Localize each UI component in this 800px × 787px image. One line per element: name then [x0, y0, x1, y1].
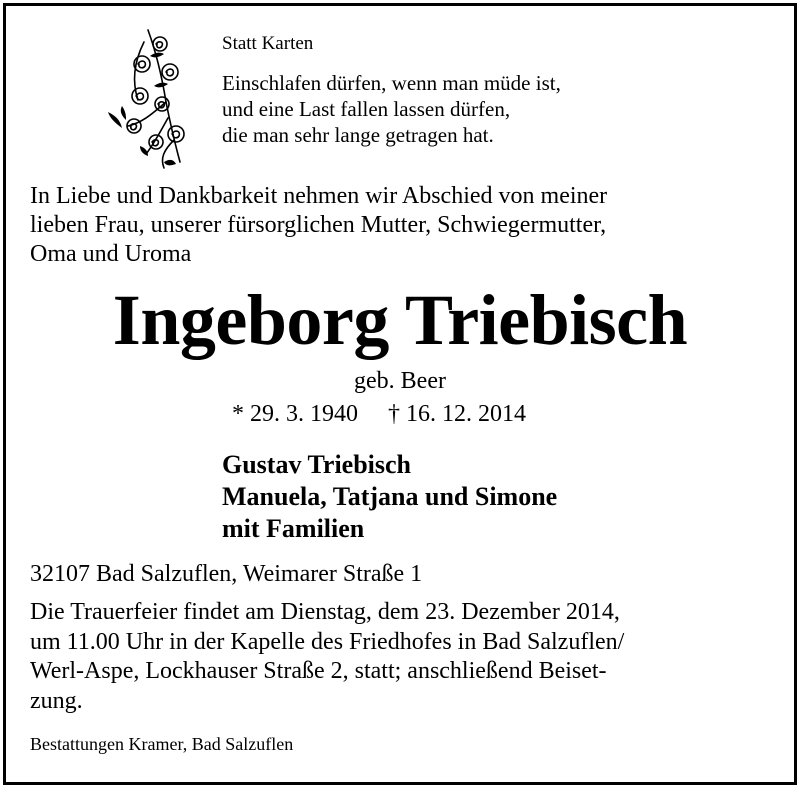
poem-line: und eine Last fallen lassen dürfen, [222, 97, 511, 121]
family-line: Gustav Triebisch [222, 450, 412, 479]
tribute-line: lieben Frau, unserer fürsorglichen Mutter, Schwiegermutter, [30, 212, 607, 238]
maiden-name: geb. Beer [354, 368, 446, 394]
undertaker: Bestattungen Kramer, Bad Salzuflen [30, 734, 294, 754]
poem-line: die man sehr lange getragen hat. [222, 123, 494, 147]
address: 32107 Bad Salzuflen, Weimarer Straße 1 [30, 561, 423, 587]
funeral-line: um 11.00 Uhr in der Kapelle des Friedhofes in Bad Salzuflen/ [30, 628, 625, 655]
family-line: mit Familien [222, 514, 365, 543]
tribute-line: Oma und Uroma [30, 241, 192, 267]
funeral-details [30, 598, 624, 716]
rose-branch-icon [104, 22, 200, 172]
deceased-name: Ingeborg Triebisch [112, 280, 688, 360]
tribute-text [30, 182, 607, 269]
funeral-line: Werl-Aspe, Lockhauser Straße 2, statt; anschließend Beiset- [30, 658, 607, 684]
poem [222, 70, 561, 148]
poem-line: Einschlafen dürfen, wenn man müde ist, [222, 71, 561, 95]
life-dates [232, 400, 526, 428]
funeral-line: Die Trauerfeier findet am Dienstag, dem 23. Dezember 2014, [30, 599, 620, 625]
intro-line: Statt Karten [222, 33, 314, 54]
family-line: Manuela, Tatjana und Simone [222, 482, 558, 511]
family-signatures [222, 449, 557, 545]
death-date: † 16. 12. 2014 [388, 401, 526, 427]
tribute-line: In Liebe und Dankbarkeit nehmen wir Abschied von meiner [30, 183, 608, 209]
funeral-line: zung. [30, 687, 83, 714]
birth-date: * 29. 3. 1940 [232, 401, 358, 427]
